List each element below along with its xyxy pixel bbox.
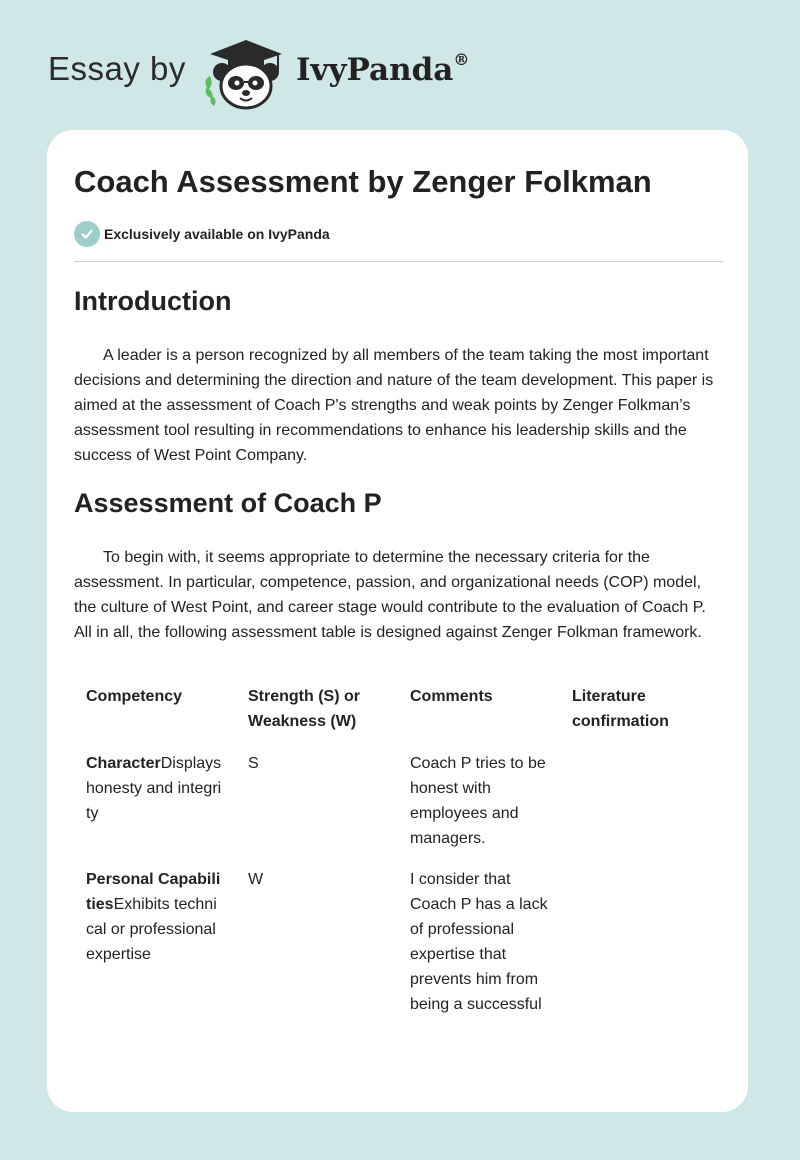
competency-description: Exhibits technical or professional expertise [86,896,217,963]
registered-mark: ® [453,49,470,69]
column-header-literature: Literature confirmation [572,688,669,730]
column-header-competency: Competency [86,688,183,705]
title-divider [74,261,723,262]
competency-name: Personal Capabilities [86,871,221,913]
column-header-comments: Comments [410,688,493,705]
competency-cell [74,867,236,1033]
comment-cell: Coach P tries to be honest with employees and managers. [410,755,546,847]
rating-cell: W [248,871,264,888]
comment-cell: I consider that Coach P has a lack of professional expertise that prevents him from being a successful [410,871,548,1013]
introduction-paragraph: A leader is a person recognized by all members of the team taking the most important decisions and determining the direction and nature of the team development. This paper is aimed at the assessment of Coach P's strengths and weak points by Zenger Folkman’s assessment tool resulting in recommendations to enhance his leadership skills and the success of West Point Company. [74,347,714,464]
site-header [0,0,800,120]
literature-cell [560,751,723,867]
check-icon [74,221,100,247]
section-heading-introduction: Introduction [74,286,232,316]
exclusive-badge [74,221,330,247]
exclusive-badge-text: Exclusively available on IvyPanda [104,226,330,242]
article-title: Coach Assessment by Zenger Folkman [74,164,652,199]
panda-logo-icon[interactable] [200,36,292,110]
table-header-row [74,684,723,751]
section-heading-assessment: Assessment of Coach P [74,488,382,518]
competency-name: Character [86,755,161,772]
ivypanda-brand[interactable] [296,49,470,88]
table-row [74,751,723,867]
essay-by-label: Essay by [48,50,186,87]
table-row [74,867,723,1033]
competency-description: Displays honesty and integrity [86,755,222,822]
literature-cell [560,867,723,1033]
competency-cell [74,751,236,867]
assessment-paragraph: To begin with, it seems appropriate to determine the necessary criteria for the assessment. In particular, competence, passion, and organizational needs (COP) model, the culture of West Point, and career stage would contribute to the evaluation of Coach P. All in all, the following assessment table is designed against Zenger Folkman framework. [74,549,706,641]
rating-cell: S [248,755,259,772]
brand-name: IvyPanda [296,52,454,88]
article-card [47,130,748,1112]
assessment-table [74,684,723,1033]
column-header-strength-weakness: Strength (S) or Weakness (W) [248,688,360,730]
